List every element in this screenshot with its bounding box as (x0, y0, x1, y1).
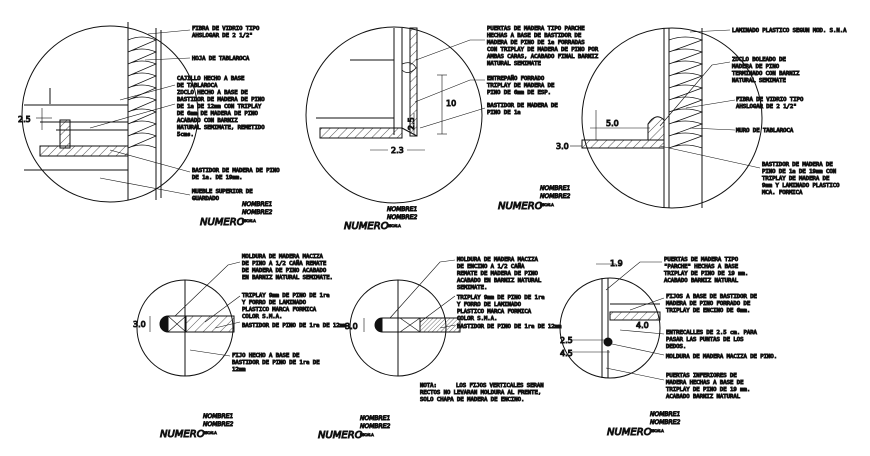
d6-note-10: DEDOS. (666, 344, 687, 350)
d3-note-2: ZOCLO BOLEADO DE (732, 57, 786, 63)
d4-note-12: 12mm (232, 367, 246, 373)
d5-note-4: ACABADO EN BARNIZ NATURAL (457, 278, 542, 284)
d2-note-10: BASTIDOR DE MADERA DE (487, 103, 558, 109)
d1-note-9: DE 6mm DE MADERA DE PINO (177, 111, 258, 117)
d6-note-2: "PARCHE" HECHAS A BASE (664, 264, 739, 270)
d6-note-6: MADERA DE PINO FORRADO DE (666, 301, 751, 307)
d3-note-3: MADERA DE PINO (732, 64, 780, 70)
detail-3-circle (582, 28, 762, 208)
d5-dim-1: 3.0 (345, 322, 358, 331)
d6-title-scale: ESCALA (650, 429, 664, 433)
d1-dim-1: 2.5 (18, 115, 31, 124)
d6-note-15: ACABADO BARNIZ NATURAL (666, 394, 741, 400)
d1-note-4: CAJILLO HECHO A BASE (177, 76, 245, 82)
d5-title-name1: NOMBRE1 (360, 415, 391, 422)
d2-dim-1: 10 (446, 99, 457, 108)
d3-title-name2: NOMBRE2 (540, 193, 571, 200)
d1-note-2: AHSLOGAR DE 2 1/2" (192, 33, 253, 39)
d4-note-8: COLOR S.M.A. (242, 314, 283, 320)
d1-note-1: FIBRA DE VIDRIO TIPO (192, 26, 260, 32)
d6-note-7: TRIPLAY DE ENCINO DE 6mm. (666, 308, 751, 314)
d6-title-numero: NUMERO (607, 427, 652, 438)
d2-note-2: HECHAS A BASE DE BASTIDOR DE (487, 33, 582, 39)
d1-title-numero: NUMERO (200, 217, 245, 228)
d5-title-name2: NOMBRE2 (360, 423, 391, 430)
d4-title-name2: NOMBRE2 (203, 421, 234, 428)
d6-note-13: MADERA HECHAS A BASE DE (666, 380, 744, 386)
d6-note-11: MOLDURA DE MADERA MACIZA DE PINO. (666, 354, 778, 360)
d5-note-6: TRIPLAY 9mm DE PINO DE 1ra (457, 295, 545, 301)
d4-note-2: DE PINO A 1/2 CAÑA REMATE (242, 261, 327, 267)
d6-title-name2: NOMBRE2 (650, 419, 681, 426)
d2-note-1: PUERTAS DE MADERA TIPO PARCHE (487, 26, 585, 32)
d5-title-scale: ESCALA (360, 433, 374, 437)
d1-note-11: NATURAL SEMIMATE, REMETIDO (177, 125, 265, 131)
d6-note-14: TRIPLAY DE PINO DE 19 mm. (666, 387, 751, 393)
d2-dim-2: 2.5 (407, 117, 416, 130)
d4-note-1: MOLDURA DE MADERA MACIZA (242, 254, 323, 260)
d1-note-6: ZOCLO HECHO A BASE DE (177, 90, 248, 96)
d2-note-4: CON TRIPLAY DE MADERA DE PINO POR (487, 47, 599, 53)
d1-note-10: ACABADO CON BARNIZ (177, 118, 238, 124)
d3-dim-2: 3.0 (556, 142, 569, 151)
d4-title-scale: ESCALA (203, 431, 217, 435)
d6-note-9: PASAR LAS PUNTAS DE LOS (666, 337, 744, 343)
d2-note-11: PINO DE 1a (487, 110, 521, 116)
d5-note-1: MOLDURA DE MADERA MACIZA (457, 257, 538, 263)
d6-dim-2: 4.0 (636, 321, 649, 330)
d5-note-13: RECTOS NO LEVARAN MOLDURA AL FRENTE, (420, 390, 542, 396)
d1-note-14: DE 1a. DE 19mm. (192, 175, 243, 181)
d6-dim-3: 2.5 (560, 336, 573, 345)
d1-title-scale: ESCALA (242, 219, 256, 223)
d2-note-8: TRIPLAY DE MADERA DE (487, 83, 555, 89)
d6-note-4: ACABADO BARNIZ NATURAL (664, 278, 739, 284)
d1-note-3: HOJA DE TABLAROCA (192, 56, 250, 62)
d5-note-11: NOTA: (420, 383, 437, 389)
d2-note-9: PINO DE 6mm DE ESP. (487, 90, 551, 96)
d3-note-8: MURO DE TABLAROCA (736, 128, 794, 134)
d5-note-2: DE ENCINO A 1/2 CAÑA (457, 264, 525, 270)
d3-note-5: NATURAL SEMIMATE (732, 78, 786, 84)
detail-5 (350, 260, 460, 376)
d6-note-8: ENTRECALLES DE 2.5 cm. PARA (666, 330, 757, 336)
d2-dim-3: 2.3 (391, 146, 404, 155)
d2-title-name1: NOMBRE1 (387, 206, 418, 213)
d4-title-name1: NOMBRE1 (203, 413, 234, 420)
d4-note-6: Y FORRO DE LAMINADO (242, 300, 306, 306)
d3-title-name1: NOMBRE1 (540, 185, 571, 192)
d5-note-3: REMATE DE MADERA DE PINO (457, 271, 538, 277)
d4-title-numero: NUMERO (160, 429, 205, 440)
d2-note-7: ENTREPAÑO FORRADO (487, 76, 545, 82)
d3-title-scale: ESCALA (540, 203, 554, 207)
d5-note-12: LOS FIJOS VERTICALES SERAN (456, 383, 544, 389)
d6-note-1: PUERTAS DE MADERA TIPO (664, 257, 739, 263)
d1-note-16: GUARDADO (192, 196, 219, 202)
d6-title-name1: NOMBRE1 (650, 411, 681, 418)
d5-note-5: SEMIMATE. (457, 285, 488, 291)
d3-note-12: 9mm Y LAMINADO PLASTICO (762, 183, 840, 189)
d5-note-14: SOLO CHAPA DE MADERA DE ENCINO. (420, 397, 525, 403)
d6-note-3: TRIPLAY DE PINO DE 19 mm. (664, 271, 749, 277)
d5-note-8: PLASTICO MARCA FORMICA (457, 309, 532, 315)
d5-note-9: COLOR S.M.A. (457, 316, 498, 322)
d1-note-5: DE TABLAROCA (177, 83, 218, 89)
d2-title-name2: NOMBRE2 (387, 214, 418, 221)
d1-title-name2: NOMBRE2 (242, 209, 273, 216)
d5-note-10: BASTIDOR DE PINO DE 1ra DE 12mm (457, 324, 562, 330)
d3-note-7: AHSLOGAR DE 2 1/2" (736, 104, 797, 110)
detail-4 (137, 262, 240, 376)
d4-note-7: PLASTICO MARCA FORMICA (242, 307, 317, 313)
d3-title-numero: NUMERO (498, 201, 543, 212)
d1-note-7: BASTIDOR DE MADERA DE PINO (177, 97, 265, 103)
d6-note-12: PUERTAS INFERIORES DE (666, 373, 737, 379)
d3-note-10: PINO DE 1a DE 19mm CON (762, 169, 837, 175)
d4-note-10: FIJO HECHO A BASE DE (232, 353, 300, 359)
detail-3 (570, 28, 762, 208)
d3-note-1: LAMINADO PLASTICO SEGUN MOD. S.N.A (732, 28, 847, 34)
detail-2 (306, 27, 485, 203)
d3-note-4: TERMINADO CON BARNIZ (732, 71, 800, 77)
d6-dim-4: 4.5 (560, 349, 573, 358)
d6-note-5: FIJOS A BASE DE BASTIDOR DE (666, 294, 757, 300)
detail-1-circle (22, 26, 198, 202)
d1-note-13: BASTIDOR DE MADERA DE PINO (192, 168, 280, 174)
d4-note-5: TRIPLAY 9mm DE PINO DE 1ra (242, 293, 330, 299)
d3-note-11: TRIPLAY DE MADERA DE (762, 176, 830, 182)
detail-1 (22, 22, 198, 202)
d4-dim-1: 3.0 (133, 320, 146, 329)
d4-note-4: EN BARNIZ NATURAL SEMIMATE. (242, 275, 333, 281)
d3-note-13: MCA. FORMICA (762, 190, 803, 196)
d3-dim-1: 5.0 (606, 119, 619, 128)
d2-title-numero: NUMERO (344, 221, 389, 232)
d4-note-11: BASTIDOR DE PINO DE 1ra DE (232, 360, 320, 366)
d4-note-9: BASTIDOR DE PINO DE 1ra DE 12mm (242, 323, 347, 329)
d1-note-15: MUEBLE SUPERIOR DE (192, 189, 253, 195)
d5-note-7: Y FORRO DE LAMINADO (457, 302, 521, 308)
d2-title-scale: ESCALA (387, 224, 401, 228)
d1-title-name1: NOMBRE1 (242, 201, 273, 208)
d3-note-6: FIBRA DE VIDRIO TIPO (736, 97, 804, 103)
d6-dim-1: 1.9 (610, 259, 623, 268)
d2-note-5: AMBAS CARAS, ACABADO FINAL BARNIZ (487, 54, 599, 60)
d2-note-6: NATURAL SEMIMATE (487, 61, 541, 67)
d1-note-12: 5cms. (177, 132, 194, 138)
d3-note-9: BASTIDOR DE MADERA DE (762, 162, 833, 168)
d1-note-8: DE 1a DE 12mm CON TRIPLAY (177, 104, 262, 110)
d2-note-3: MADERA DE PINO DE 1a FORRADAS (487, 40, 585, 46)
d5-title-numero: NUMERO (318, 430, 363, 441)
d4-note-3: DE MADERA DE PINO ACABADO (242, 268, 327, 274)
